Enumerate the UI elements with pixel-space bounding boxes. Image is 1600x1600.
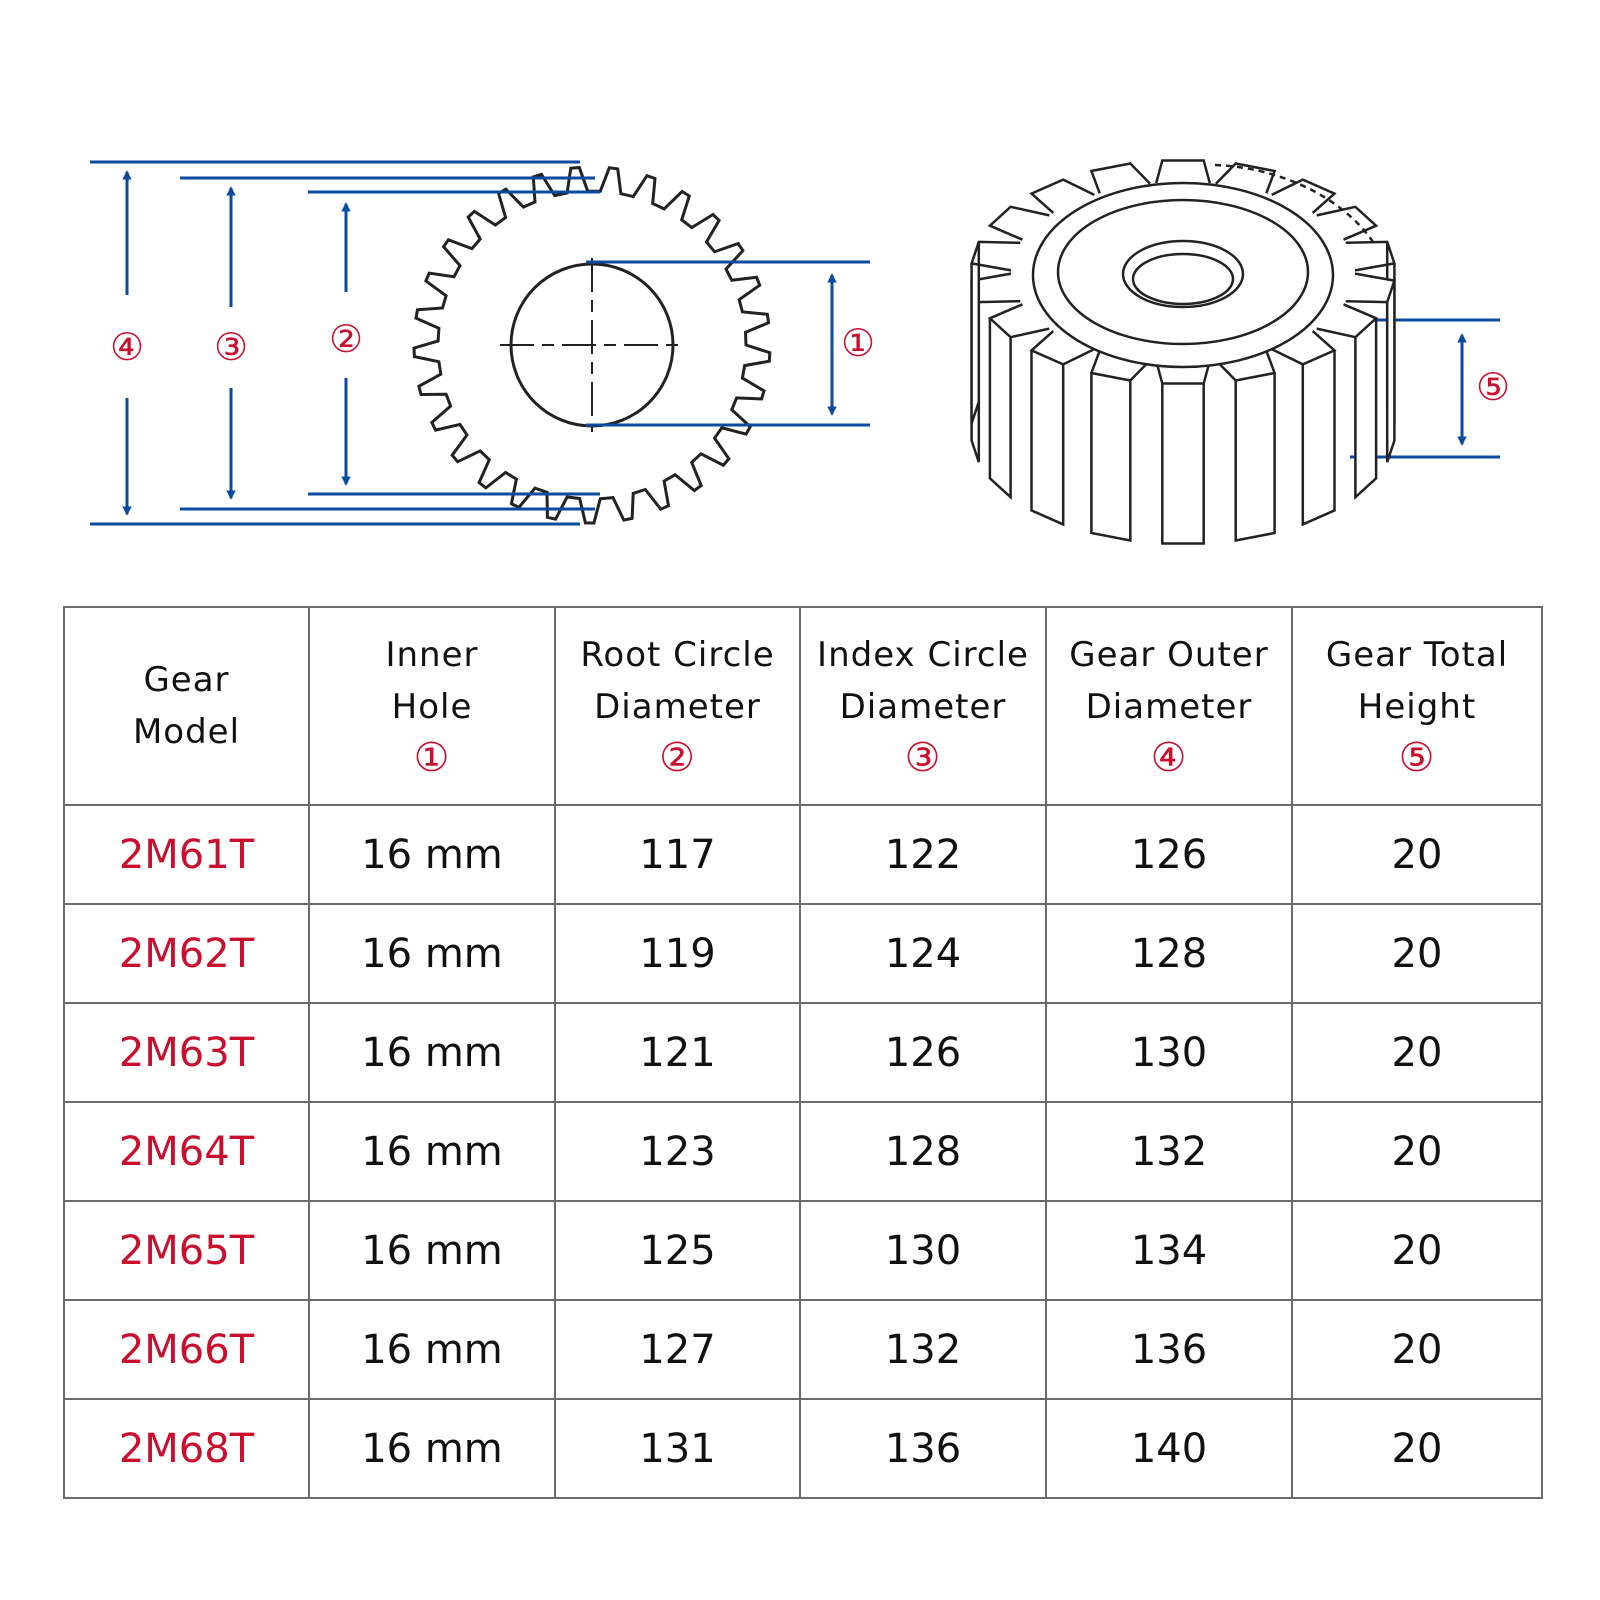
gear-spec-table [63,606,1543,1499]
total-height-cell: 20 [1292,1003,1542,1102]
inner-hole-cell: 16 mm [309,1102,555,1201]
header-text: Gear Outer [1069,635,1269,675]
header-text: Inner [385,635,479,675]
index-diameter-cell: 126 [800,1003,1046,1102]
index-diameter-cell: 130 [800,1201,1046,1300]
header-text: Gear [143,660,230,700]
total-height-cell: 20 [1292,1102,1542,1201]
root-diameter-cell: 119 [555,904,800,1003]
gear-model-cell: 2M66T [64,1300,309,1399]
gear-model-header [64,607,309,805]
side-gear-tooth [1091,351,1150,541]
gear-model-cell: 2M65T [64,1201,309,1300]
table-row [64,1003,1542,1102]
header-text: Model [132,712,241,752]
gear-model-cell: 2M62T [64,904,309,1003]
header-text: Diameter [1085,687,1253,727]
header-dimension-number: ⑤ [1398,735,1436,781]
inner-hole-cell: 16 mm [309,1300,555,1399]
table-body [64,805,1542,1498]
index-diameter-cell: 132 [800,1300,1046,1399]
side-gear-tooth [1032,331,1095,524]
header-text: Gear Total [1325,635,1509,675]
total-height-cell: 20 [1292,805,1542,904]
side-gear-view [972,161,1395,544]
front-gear-view [414,168,770,524]
side-gear-tooth [1272,331,1335,524]
table-row [64,805,1542,904]
outer-diameter-cell: 126 [1046,805,1292,904]
outer-diameter-header [1046,607,1292,805]
outer-diameter-cell: 128 [1046,904,1292,1003]
header-dimension-number: ② [659,735,696,781]
outer-diameter-cell: 134 [1046,1201,1292,1300]
table-row [64,1201,1542,1300]
gear-model-cell: 2M68T [64,1399,309,1498]
header-text: Hole [391,687,473,727]
header-text: Root Circle [580,635,775,675]
index-diameter-cell: 124 [800,904,1046,1003]
gear-model-cell: 2M63T [64,1003,309,1102]
gear-model-cell: 2M64T [64,1102,309,1201]
total-height-header [1292,607,1542,805]
index-diameter-cell: 136 [800,1399,1046,1498]
root-diameter-cell: 117 [555,805,800,904]
root-diameter-label: ② [328,317,364,361]
outer-diameter-label: ④ [109,325,145,369]
header-dimension-number: ③ [904,735,942,781]
root-diameter-cell: 127 [555,1300,800,1399]
root-diameter-cell: 131 [555,1399,800,1498]
index-diameter-label: ③ [213,325,249,369]
side-gear-tooth [1156,361,1210,544]
inner-hole-cell: 16 mm [309,805,555,904]
index-circle-header [800,607,1046,805]
table-row [64,1102,1542,1201]
inner-hole-cell: 16 mm [309,1201,555,1300]
total-height-label: ⑤ [1475,365,1511,409]
root-circle-header [555,607,800,805]
outer-diameter-cell: 132 [1046,1102,1292,1201]
header-text: Index Circle [817,635,1029,675]
index-diameter-cell: 122 [800,805,1046,904]
side-gear-hub-face [1033,183,1333,367]
inner-hole-cell: 16 mm [309,1003,555,1102]
root-diameter-cell: 125 [555,1201,800,1300]
table-row [64,1399,1542,1498]
header-text: Diameter [839,687,1007,727]
table-header-row [64,607,1542,805]
table-row [64,904,1542,1003]
header-dimension-number: ① [413,735,451,781]
header-text: Diameter [594,687,761,727]
inner-hole-label: ① [840,321,876,365]
inner-hole-cell: 16 mm [309,904,555,1003]
inner-hole-cell: 16 mm [309,1399,555,1498]
root-diameter-cell: 121 [555,1003,800,1102]
inner-hole-header [309,607,555,805]
total-height-cell: 20 [1292,1300,1542,1399]
side-gear-tooth [1216,351,1275,541]
outer-diameter-cell: 130 [1046,1003,1292,1102]
side-gear-tooth [1156,161,1210,184]
total-height-cell: 20 [1292,1399,1542,1498]
header-dimension-number: ④ [1150,735,1188,781]
gear-dimension-diagram [0,0,1600,580]
side-gear-tooth [990,207,1049,240]
index-diameter-cell: 128 [800,1102,1046,1201]
root-diameter-cell: 123 [555,1102,800,1201]
outer-diameter-cell: 136 [1046,1300,1292,1399]
side-gear-tooth [1317,207,1376,240]
table-row [64,1300,1542,1399]
total-height-cell: 20 [1292,1201,1542,1300]
gear-model-cell: 2M61T [64,805,309,904]
outer-diameter-cell: 140 [1046,1399,1292,1498]
total-height-cell: 20 [1292,904,1542,1003]
header-text: Height [1357,687,1477,727]
